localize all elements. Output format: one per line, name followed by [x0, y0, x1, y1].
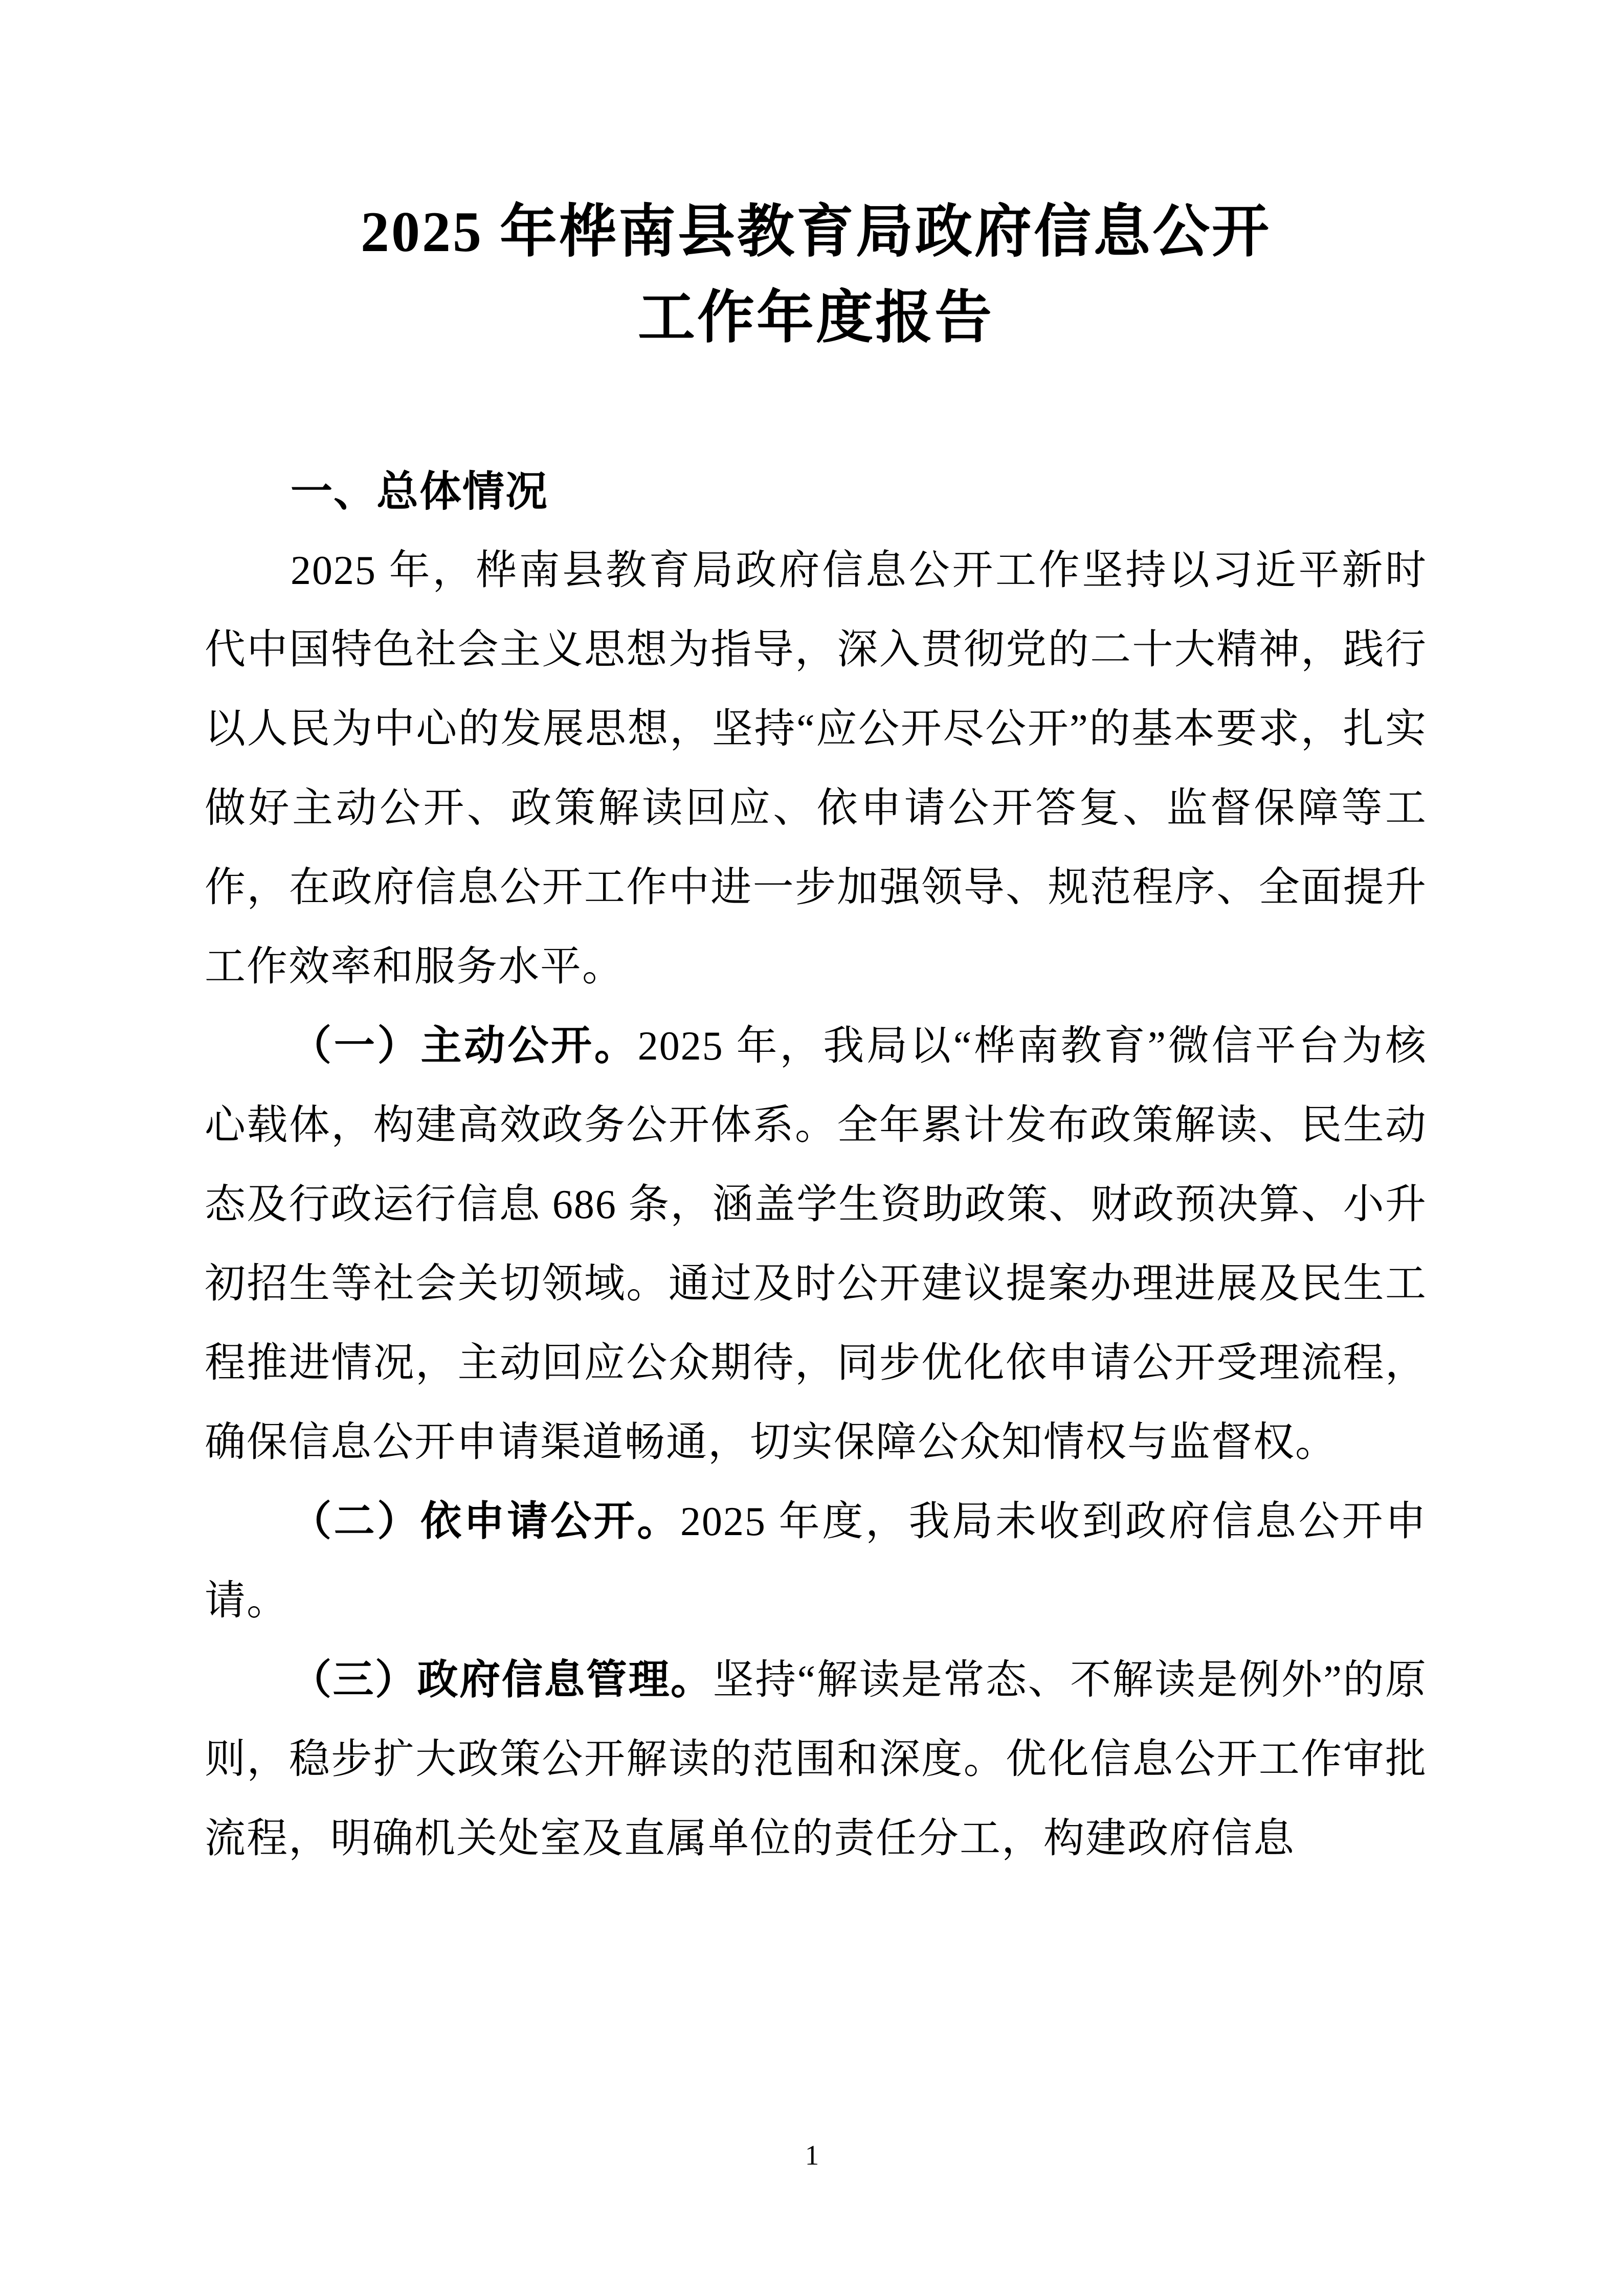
document-body — [205, 452, 1427, 1879]
paragraph-lead-2: （二）依申请公开。 — [291, 1499, 680, 1544]
paragraph-text-2: 2025 年度，我局未收到政府信息公开申请。 — [205, 1499, 1427, 1624]
paragraph-lead-1: （一）主动公开。 — [291, 1024, 638, 1069]
paragraph-lead-3: （三）政府信息管理。 — [291, 1658, 713, 1703]
paragraph-text-1: 2025 年，我局以“桦南教育”微信平台为核心载体，构建高效政务公开体系。全年累计发布政策解读、民生动态及行政运行信息 686 条，涵盖学生资助政策、财政预决算、小升初招生等社会关切领域。通过及时公开建议提案办理进展及民生工程推进情况，主动回应公众期待，同步优化依申请公开受理流程，确保信息公开申请渠道畅通，切实保障公众知情权与监督权。 — [205, 1024, 1428, 1465]
title-line-1: 2025 年桦南县教育局政府信息公开 — [361, 200, 1271, 264]
paragraph-overview — [205, 531, 1427, 1007]
page-number: 1 — [805, 2140, 819, 2171]
document-title — [205, 189, 1427, 361]
paragraph-information-management — [205, 1641, 1427, 1879]
paragraph-overview-text: 2025 年，桦南县教育局政府信息公开工作坚持以习近平新时代中国特色社会主义思想为指导，深入贯彻党的二十大精神，践行以人民为中心的发展思想，坚持“应公开尽公开”的基本要求，扎实做好主动公开、政策解读回应、依申请公开答复、监督保障等工作，在政府信息公开工作中进一步加强领导、规范程序、全面提升工作效率和服务水平。 — [205, 548, 1427, 989]
paragraph-disclosure-upon-request — [205, 1482, 1427, 1641]
title-line-2: 工作年度报告 — [638, 286, 994, 350]
paragraph-text-3: 坚持“解读是常态、不解读是例外”的原则，稳步扩大政策公开解读的范围和深度。优化信息公开工作审批流程，明确机关处室及直属单位的责任分工，构建政府信息 — [205, 1658, 1428, 1861]
paragraph-proactive-disclosure — [205, 1007, 1427, 1482]
page-footer — [0, 2140, 1624, 2171]
section-heading-overall-situation: 一、总体情况 — [291, 468, 549, 515]
